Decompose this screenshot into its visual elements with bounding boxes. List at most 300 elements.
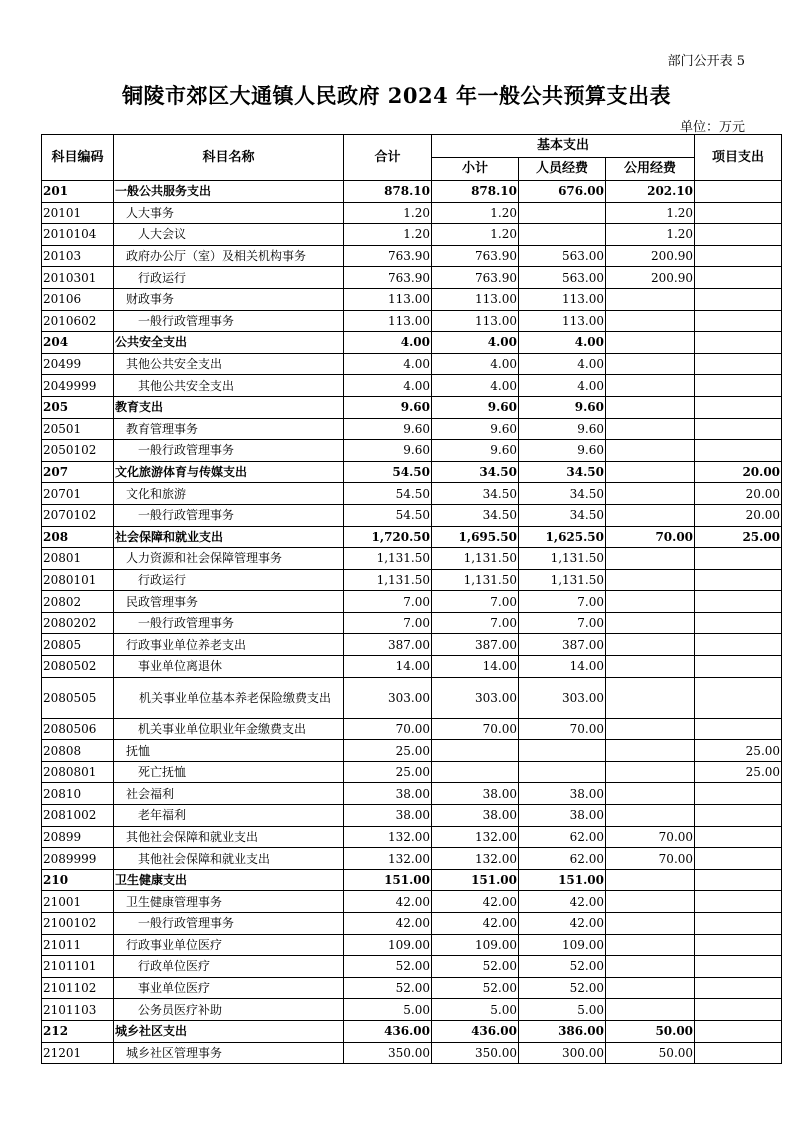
cell-personnel: 70.00 xyxy=(519,718,606,740)
cell-subtotal: 1,131.50 xyxy=(432,548,519,570)
cell-total: 350.00 xyxy=(344,1042,432,1064)
cell-subtotal: 52.00 xyxy=(432,956,519,978)
cell-code: 207 xyxy=(42,461,114,483)
cell-personnel: 113.00 xyxy=(519,310,606,332)
cell-public xyxy=(606,483,695,505)
cell-public xyxy=(606,956,695,978)
cell-code: 2070102 xyxy=(42,504,114,526)
cell-name: 行政事业单位医疗 xyxy=(114,934,344,956)
cell-total: 5.00 xyxy=(344,999,432,1021)
cell-name: 一般行政管理事务 xyxy=(114,913,344,935)
cell-code: 20101 xyxy=(42,202,114,224)
table-row xyxy=(42,612,782,634)
cell-subtotal: 9.60 xyxy=(432,440,519,462)
table-row xyxy=(42,202,782,224)
table-row xyxy=(42,288,782,310)
cell-code: 212 xyxy=(42,1020,114,1042)
cell-subtotal: 4.00 xyxy=(432,375,519,397)
cell-public: 200.90 xyxy=(606,245,695,267)
cell-name: 城乡社区支出 xyxy=(114,1020,344,1042)
cell-personnel: 563.00 xyxy=(519,245,606,267)
table-row xyxy=(42,805,782,827)
cell-project xyxy=(695,267,782,289)
cell-project xyxy=(695,1020,782,1042)
cell-total: 1.20 xyxy=(344,202,432,224)
cell-project xyxy=(695,956,782,978)
cell-public xyxy=(606,418,695,440)
cell-total: 70.00 xyxy=(344,718,432,740)
cell-personnel: 1,625.50 xyxy=(519,526,606,548)
cell-project: 25.00 xyxy=(695,761,782,783)
cell-code: 2010602 xyxy=(42,310,114,332)
cell-code: 20499 xyxy=(42,353,114,375)
cell-personnel: 34.50 xyxy=(519,483,606,505)
cell-subtotal: 132.00 xyxy=(432,848,519,870)
cell-total: 113.00 xyxy=(344,288,432,310)
cell-total: 4.00 xyxy=(344,375,432,397)
cell-public: 50.00 xyxy=(606,1042,695,1064)
cell-project xyxy=(695,440,782,462)
cell-code: 20802 xyxy=(42,591,114,613)
cell-public xyxy=(606,569,695,591)
cell-total: 9.60 xyxy=(344,440,432,462)
cell-code: 2101101 xyxy=(42,956,114,978)
cell-project xyxy=(695,634,782,656)
table-row xyxy=(42,461,782,483)
cell-project xyxy=(695,913,782,935)
cell-personnel: 38.00 xyxy=(519,783,606,805)
cell-code: 2080801 xyxy=(42,761,114,783)
cell-project xyxy=(695,569,782,591)
cell-total: 132.00 xyxy=(344,826,432,848)
cell-name: 财政事务 xyxy=(114,288,344,310)
cell-public xyxy=(606,869,695,891)
table-row xyxy=(42,569,782,591)
cell-personnel: 9.60 xyxy=(519,418,606,440)
cell-subtotal: 4.00 xyxy=(432,332,519,354)
cell-public xyxy=(606,461,695,483)
budget-table xyxy=(41,134,782,1064)
cell-name: 城乡社区管理事务 xyxy=(114,1042,344,1064)
cell-public xyxy=(606,310,695,332)
cell-name: 一般行政管理事务 xyxy=(114,612,344,634)
cell-public: 70.00 xyxy=(606,848,695,870)
cell-public: 50.00 xyxy=(606,1020,695,1042)
table-row xyxy=(42,891,782,913)
cell-subtotal: 14.00 xyxy=(432,656,519,678)
cell-public xyxy=(606,999,695,1021)
table-row xyxy=(42,934,782,956)
cell-personnel: 52.00 xyxy=(519,977,606,999)
cell-total: 14.00 xyxy=(344,656,432,678)
cell-total: 387.00 xyxy=(344,634,432,656)
cell-subtotal: 38.00 xyxy=(432,805,519,827)
cell-name: 老年福利 xyxy=(114,805,344,827)
cell-code: 2080506 xyxy=(42,718,114,740)
cell-code: 20801 xyxy=(42,548,114,570)
cell-name: 社会保障和就业支出 xyxy=(114,526,344,548)
page-title: 铜陵市郊区大通镇人民政府 2024 年一般公共预算支出表 xyxy=(121,83,672,108)
cell-public xyxy=(606,634,695,656)
cell-project xyxy=(695,288,782,310)
cell-subtotal: 42.00 xyxy=(432,913,519,935)
cell-project xyxy=(695,826,782,848)
cell-code: 2080502 xyxy=(42,656,114,678)
cell-project xyxy=(695,718,782,740)
cell-name: 文化和旅游 xyxy=(114,483,344,505)
cell-name: 社会福利 xyxy=(114,783,344,805)
cell-subtotal: 436.00 xyxy=(432,1020,519,1042)
cell-name: 一般行政管理事务 xyxy=(114,310,344,332)
table-row xyxy=(42,656,782,678)
cell-name: 教育支出 xyxy=(114,396,344,418)
cell-project xyxy=(695,181,782,203)
cell-code: 20501 xyxy=(42,418,114,440)
cell-total: 52.00 xyxy=(344,977,432,999)
cell-name: 其他社会保障和就业支出 xyxy=(114,848,344,870)
header-subtotal: 小计 xyxy=(432,158,519,181)
cell-name: 卫生健康支出 xyxy=(114,869,344,891)
cell-public xyxy=(606,612,695,634)
table-row xyxy=(42,504,782,526)
cell-personnel: 109.00 xyxy=(519,934,606,956)
table-body xyxy=(42,181,782,1064)
header-basic: 基本支出 xyxy=(432,135,695,158)
cell-project xyxy=(695,310,782,332)
cell-personnel: 34.50 xyxy=(519,461,606,483)
table-row xyxy=(42,913,782,935)
table-row xyxy=(42,332,782,354)
cell-project xyxy=(695,418,782,440)
cell-project xyxy=(695,591,782,613)
cell-project xyxy=(695,805,782,827)
cell-subtotal: 38.00 xyxy=(432,783,519,805)
cell-project: 20.00 xyxy=(695,461,782,483)
cell-public xyxy=(606,332,695,354)
cell-personnel: 52.00 xyxy=(519,956,606,978)
cell-name: 行政单位医疗 xyxy=(114,956,344,978)
cell-code: 21001 xyxy=(42,891,114,913)
cell-personnel: 7.00 xyxy=(519,591,606,613)
cell-public xyxy=(606,977,695,999)
cell-total: 25.00 xyxy=(344,740,432,762)
cell-subtotal: 4.00 xyxy=(432,353,519,375)
cell-personnel xyxy=(519,224,606,246)
cell-subtotal: 878.10 xyxy=(432,181,519,203)
cell-public xyxy=(606,548,695,570)
cell-public xyxy=(606,913,695,935)
cell-public xyxy=(606,656,695,678)
cell-code: 204 xyxy=(42,332,114,354)
cell-subtotal: 5.00 xyxy=(432,999,519,1021)
cell-name: 政府办公厅（室）及相关机构事务 xyxy=(114,245,344,267)
cell-total: 54.50 xyxy=(344,461,432,483)
table-row xyxy=(42,956,782,978)
cell-public xyxy=(606,591,695,613)
cell-code: 2010104 xyxy=(42,224,114,246)
cell-name: 一般行政管理事务 xyxy=(114,440,344,462)
cell-subtotal: 132.00 xyxy=(432,826,519,848)
cell-public xyxy=(606,396,695,418)
cell-total: 436.00 xyxy=(344,1020,432,1042)
cell-total: 1.20 xyxy=(344,224,432,246)
cell-personnel xyxy=(519,740,606,762)
cell-code: 2080202 xyxy=(42,612,114,634)
cell-code: 2089999 xyxy=(42,848,114,870)
cell-public xyxy=(606,440,695,462)
cell-name: 机关事业单位基本养老保险缴费支出 xyxy=(114,677,344,718)
cell-code: 205 xyxy=(42,396,114,418)
cell-public xyxy=(606,761,695,783)
cell-total: 4.00 xyxy=(344,332,432,354)
cell-name: 事业单位医疗 xyxy=(114,977,344,999)
cell-code: 2050102 xyxy=(42,440,114,462)
cell-personnel: 4.00 xyxy=(519,375,606,397)
cell-personnel: 5.00 xyxy=(519,999,606,1021)
cell-total: 763.90 xyxy=(344,267,432,289)
cell-code: 20899 xyxy=(42,826,114,848)
cell-personnel xyxy=(519,761,606,783)
cell-project xyxy=(695,548,782,570)
cell-project xyxy=(695,332,782,354)
header-name: 科目名称 xyxy=(114,135,344,181)
cell-project xyxy=(695,869,782,891)
table-row xyxy=(42,310,782,332)
cell-personnel: 113.00 xyxy=(519,288,606,310)
cell-public: 202.10 xyxy=(606,181,695,203)
table-row xyxy=(42,483,782,505)
cell-personnel: 1,131.50 xyxy=(519,569,606,591)
cell-name: 行政运行 xyxy=(114,267,344,289)
cell-subtotal: 1,695.50 xyxy=(432,526,519,548)
cell-project xyxy=(695,245,782,267)
cell-name: 人大事务 xyxy=(114,202,344,224)
cell-project: 25.00 xyxy=(695,740,782,762)
table-row xyxy=(42,783,782,805)
cell-subtotal: 52.00 xyxy=(432,977,519,999)
cell-name: 人大会议 xyxy=(114,224,344,246)
table-row xyxy=(42,634,782,656)
cell-project xyxy=(695,677,782,718)
cell-personnel: 62.00 xyxy=(519,826,606,848)
cell-code: 20701 xyxy=(42,483,114,505)
cell-public xyxy=(606,677,695,718)
cell-project xyxy=(695,891,782,913)
header-code: 科目编码 xyxy=(42,135,114,181)
cell-total: 7.00 xyxy=(344,591,432,613)
cell-code: 2101102 xyxy=(42,977,114,999)
cell-personnel: 7.00 xyxy=(519,612,606,634)
cell-subtotal xyxy=(432,740,519,762)
cell-public xyxy=(606,740,695,762)
cell-total: 42.00 xyxy=(344,891,432,913)
table-row xyxy=(42,548,782,570)
cell-personnel: 9.60 xyxy=(519,396,606,418)
cell-public xyxy=(606,353,695,375)
header-project: 项目支出 xyxy=(695,135,782,181)
table-row xyxy=(42,418,782,440)
cell-project xyxy=(695,375,782,397)
cell-subtotal: 113.00 xyxy=(432,310,519,332)
cell-personnel: 151.00 xyxy=(519,869,606,891)
cell-project xyxy=(695,656,782,678)
cell-project xyxy=(695,202,782,224)
cell-personnel: 42.00 xyxy=(519,913,606,935)
cell-total: 7.00 xyxy=(344,612,432,634)
cell-name: 教育管理事务 xyxy=(114,418,344,440)
cell-code: 210 xyxy=(42,869,114,891)
cell-public: 1.20 xyxy=(606,224,695,246)
cell-name: 人力资源和社会保障管理事务 xyxy=(114,548,344,570)
cell-total: 4.00 xyxy=(344,353,432,375)
cell-total: 132.00 xyxy=(344,848,432,870)
cell-name: 民政管理事务 xyxy=(114,591,344,613)
table-row xyxy=(42,718,782,740)
cell-name: 死亡抚恤 xyxy=(114,761,344,783)
cell-subtotal: 151.00 xyxy=(432,869,519,891)
cell-personnel: 42.00 xyxy=(519,891,606,913)
cell-subtotal: 763.90 xyxy=(432,245,519,267)
cell-personnel: 34.50 xyxy=(519,504,606,526)
cell-code: 20103 xyxy=(42,245,114,267)
cell-subtotal: 34.50 xyxy=(432,504,519,526)
cell-code: 20805 xyxy=(42,634,114,656)
cell-project xyxy=(695,999,782,1021)
cell-total: 1,131.50 xyxy=(344,569,432,591)
table-row xyxy=(42,826,782,848)
cell-subtotal: 1.20 xyxy=(432,224,519,246)
cell-subtotal: 7.00 xyxy=(432,612,519,634)
table-row xyxy=(42,1020,782,1042)
cell-project xyxy=(695,934,782,956)
cell-project: 20.00 xyxy=(695,504,782,526)
table-row xyxy=(42,869,782,891)
cell-public: 70.00 xyxy=(606,826,695,848)
table-row xyxy=(42,848,782,870)
cell-total: 9.60 xyxy=(344,418,432,440)
cell-subtotal: 9.60 xyxy=(432,396,519,418)
table-row xyxy=(42,245,782,267)
cell-code: 208 xyxy=(42,526,114,548)
cell-name: 一般行政管理事务 xyxy=(114,504,344,526)
cell-project xyxy=(695,396,782,418)
table-row xyxy=(42,761,782,783)
table-row xyxy=(42,526,782,548)
cell-name: 行政事业单位养老支出 xyxy=(114,634,344,656)
cell-total: 878.10 xyxy=(344,181,432,203)
cell-total: 1,720.50 xyxy=(344,526,432,548)
table-row xyxy=(42,677,782,718)
cell-personnel: 14.00 xyxy=(519,656,606,678)
cell-total: 1,131.50 xyxy=(344,548,432,570)
cell-personnel xyxy=(519,202,606,224)
cell-code: 2081002 xyxy=(42,805,114,827)
cell-name: 公共安全支出 xyxy=(114,332,344,354)
cell-name: 其他公共安全支出 xyxy=(114,353,344,375)
cell-project xyxy=(695,1042,782,1064)
header-personnel: 人员经费 xyxy=(519,158,606,181)
cell-public: 1.20 xyxy=(606,202,695,224)
cell-public xyxy=(606,718,695,740)
cell-name: 事业单位离退休 xyxy=(114,656,344,678)
cell-total: 54.50 xyxy=(344,483,432,505)
cell-total: 54.50 xyxy=(344,504,432,526)
cell-total: 9.60 xyxy=(344,396,432,418)
cell-name: 其他社会保障和就业支出 xyxy=(114,826,344,848)
table-row xyxy=(42,999,782,1021)
cell-project xyxy=(695,612,782,634)
cell-name: 其他公共安全支出 xyxy=(114,375,344,397)
cell-subtotal: 113.00 xyxy=(432,288,519,310)
table-tag: 部门公开表 5 xyxy=(667,54,745,69)
cell-public xyxy=(606,934,695,956)
cell-project xyxy=(695,783,782,805)
cell-public: 70.00 xyxy=(606,526,695,548)
cell-project: 20.00 xyxy=(695,483,782,505)
table-row xyxy=(42,740,782,762)
cell-public xyxy=(606,783,695,805)
cell-subtotal: 42.00 xyxy=(432,891,519,913)
cell-public xyxy=(606,288,695,310)
cell-personnel: 300.00 xyxy=(519,1042,606,1064)
table-row xyxy=(42,396,782,418)
cell-public xyxy=(606,805,695,827)
cell-name: 抚恤 xyxy=(114,740,344,762)
cell-subtotal: 70.00 xyxy=(432,718,519,740)
cell-public xyxy=(606,891,695,913)
cell-public: 200.90 xyxy=(606,267,695,289)
cell-personnel: 4.00 xyxy=(519,332,606,354)
cell-total: 42.00 xyxy=(344,913,432,935)
cell-subtotal xyxy=(432,761,519,783)
cell-subtotal: 350.00 xyxy=(432,1042,519,1064)
cell-project xyxy=(695,977,782,999)
cell-personnel: 563.00 xyxy=(519,267,606,289)
cell-total: 38.00 xyxy=(344,783,432,805)
cell-code: 2080505 xyxy=(42,677,114,718)
cell-personnel: 38.00 xyxy=(519,805,606,827)
cell-name: 卫生健康管理事务 xyxy=(114,891,344,913)
cell-public xyxy=(606,504,695,526)
cell-code: 2049999 xyxy=(42,375,114,397)
cell-subtotal: 763.90 xyxy=(432,267,519,289)
cell-name: 一般公共服务支出 xyxy=(114,181,344,203)
header-total: 合计 xyxy=(344,135,432,181)
cell-subtotal: 1.20 xyxy=(432,202,519,224)
cell-code: 20808 xyxy=(42,740,114,762)
cell-name: 文化旅游体育与传媒支出 xyxy=(114,461,344,483)
cell-project: 25.00 xyxy=(695,526,782,548)
cell-subtotal: 7.00 xyxy=(432,591,519,613)
cell-code: 2010301 xyxy=(42,267,114,289)
cell-personnel: 62.00 xyxy=(519,848,606,870)
cell-subtotal: 109.00 xyxy=(432,934,519,956)
cell-total: 25.00 xyxy=(344,761,432,783)
cell-subtotal: 34.50 xyxy=(432,461,519,483)
cell-personnel: 387.00 xyxy=(519,634,606,656)
cell-total: 113.00 xyxy=(344,310,432,332)
table-row xyxy=(42,224,782,246)
cell-subtotal: 1,131.50 xyxy=(432,569,519,591)
cell-public xyxy=(606,375,695,397)
cell-name: 行政运行 xyxy=(114,569,344,591)
table-row xyxy=(42,977,782,999)
cell-code: 21011 xyxy=(42,934,114,956)
cell-total: 38.00 xyxy=(344,805,432,827)
cell-project xyxy=(695,848,782,870)
table-row xyxy=(42,440,782,462)
cell-personnel: 386.00 xyxy=(519,1020,606,1042)
